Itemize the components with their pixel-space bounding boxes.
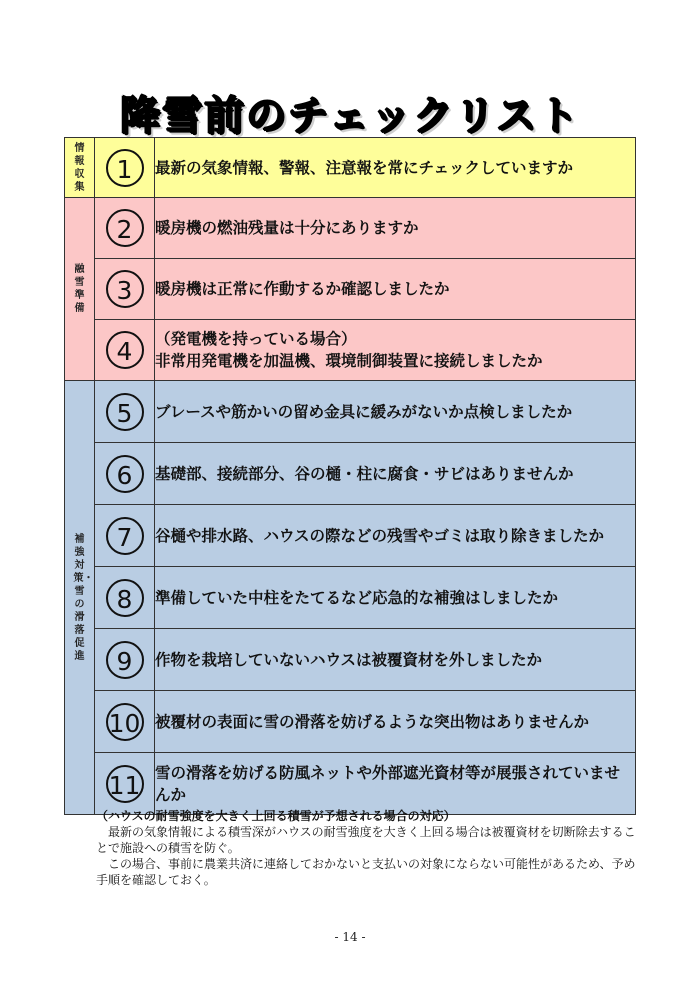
checklist-row	[65, 505, 636, 567]
circled-number: 1	[106, 149, 144, 187]
item-number	[95, 691, 155, 753]
note-paragraph	[96, 824, 636, 856]
item-question: 作物を栽培していないハウスは被覆資材を外しましたか	[155, 629, 636, 691]
item-number	[95, 567, 155, 629]
circled-number: 7	[106, 517, 144, 555]
checklist-row	[65, 629, 636, 691]
circled-number: 6	[106, 455, 144, 493]
item-number	[95, 381, 155, 443]
item-question: 準備していた中柱をたてるなど応急的な補強はしましたか	[155, 567, 636, 629]
checklist-row	[65, 753, 636, 815]
item-number	[95, 443, 155, 505]
page-number: - 14 -	[334, 930, 366, 944]
item-number	[95, 320, 155, 381]
checklist-row	[65, 381, 636, 443]
note-heading: （ハウスの耐雪強度を大きく上回る積雪が予想される場合の対応）	[96, 809, 456, 823]
item-number	[95, 198, 155, 259]
category-label: 情報収集	[74, 142, 85, 193]
category-label: 補強対策・雪の滑落促進	[73, 533, 94, 662]
circled-number: 10	[106, 703, 144, 741]
item-question: 雪の滑落を妨げる防風ネットや外部遮光資材等が展張されていませんか	[155, 753, 636, 815]
item-number	[95, 629, 155, 691]
circled-number: 9	[106, 641, 144, 679]
item-question: 基礎部、接続部分、谷の樋・柱に腐食・サビはありませんか	[155, 443, 636, 505]
item-question	[155, 320, 636, 381]
checklist-row	[65, 198, 636, 259]
checklist-row	[65, 259, 636, 320]
category-label: 融雪準備	[74, 264, 85, 314]
category-prep	[65, 198, 95, 381]
checklist-row	[65, 138, 636, 198]
item-question: 被覆材の表面に雪の滑落を妨げるような突出物はありませんか	[155, 691, 636, 753]
circled-number: 4	[106, 331, 144, 369]
circled-number: 5	[106, 393, 144, 431]
note-paragraph	[96, 856, 636, 888]
circled-number: 8	[106, 579, 144, 617]
checklist-table	[64, 137, 636, 815]
checklist-row	[65, 320, 636, 381]
item-number	[95, 138, 155, 198]
item-number	[95, 505, 155, 567]
category-reinforce	[65, 381, 95, 815]
circled-number: 3	[106, 270, 144, 308]
item-question-line: （発電機を持っている場合）	[155, 330, 357, 348]
checklist-row	[65, 567, 636, 629]
item-question: 暖房機の燃油残量は十分にありますか	[155, 198, 636, 259]
note-text: 最新の気象情報による積雪深がハウスの耐雪強度を大きく上回る場合は被覆資材を切断除去することで施設への積雪を防ぐ。	[96, 825, 636, 855]
circled-number: 2	[106, 209, 144, 247]
item-question: 暖房機は正常に作動するか確認しましたか	[155, 259, 636, 320]
checklist-row	[65, 443, 636, 505]
note-text: この場合、事前に農業共済に連絡しておかないと支払いの対象にならない可能性があるため、予め手順を確認しておく。	[96, 857, 636, 887]
note-section	[96, 808, 636, 888]
item-question: ブレースや筋かいの留め金具に緩みがないか点検しましたか	[155, 381, 636, 443]
category-info	[65, 138, 95, 198]
item-number	[95, 753, 155, 815]
item-question: 谷樋や排水路、ハウスの際などの残雪やゴミは取り除きましたか	[155, 505, 636, 567]
circled-number: 11	[106, 765, 144, 803]
item-question-line: 非常用発電機を加温機、環境制御装置に接続しましたか	[155, 352, 543, 370]
checklist-row	[65, 691, 636, 753]
item-number	[95, 259, 155, 320]
item-question: 最新の気象情報、警報、注意報を常にチェックしていますか	[155, 138, 636, 198]
page-title: 降雪前のチェックリスト	[120, 93, 580, 139]
